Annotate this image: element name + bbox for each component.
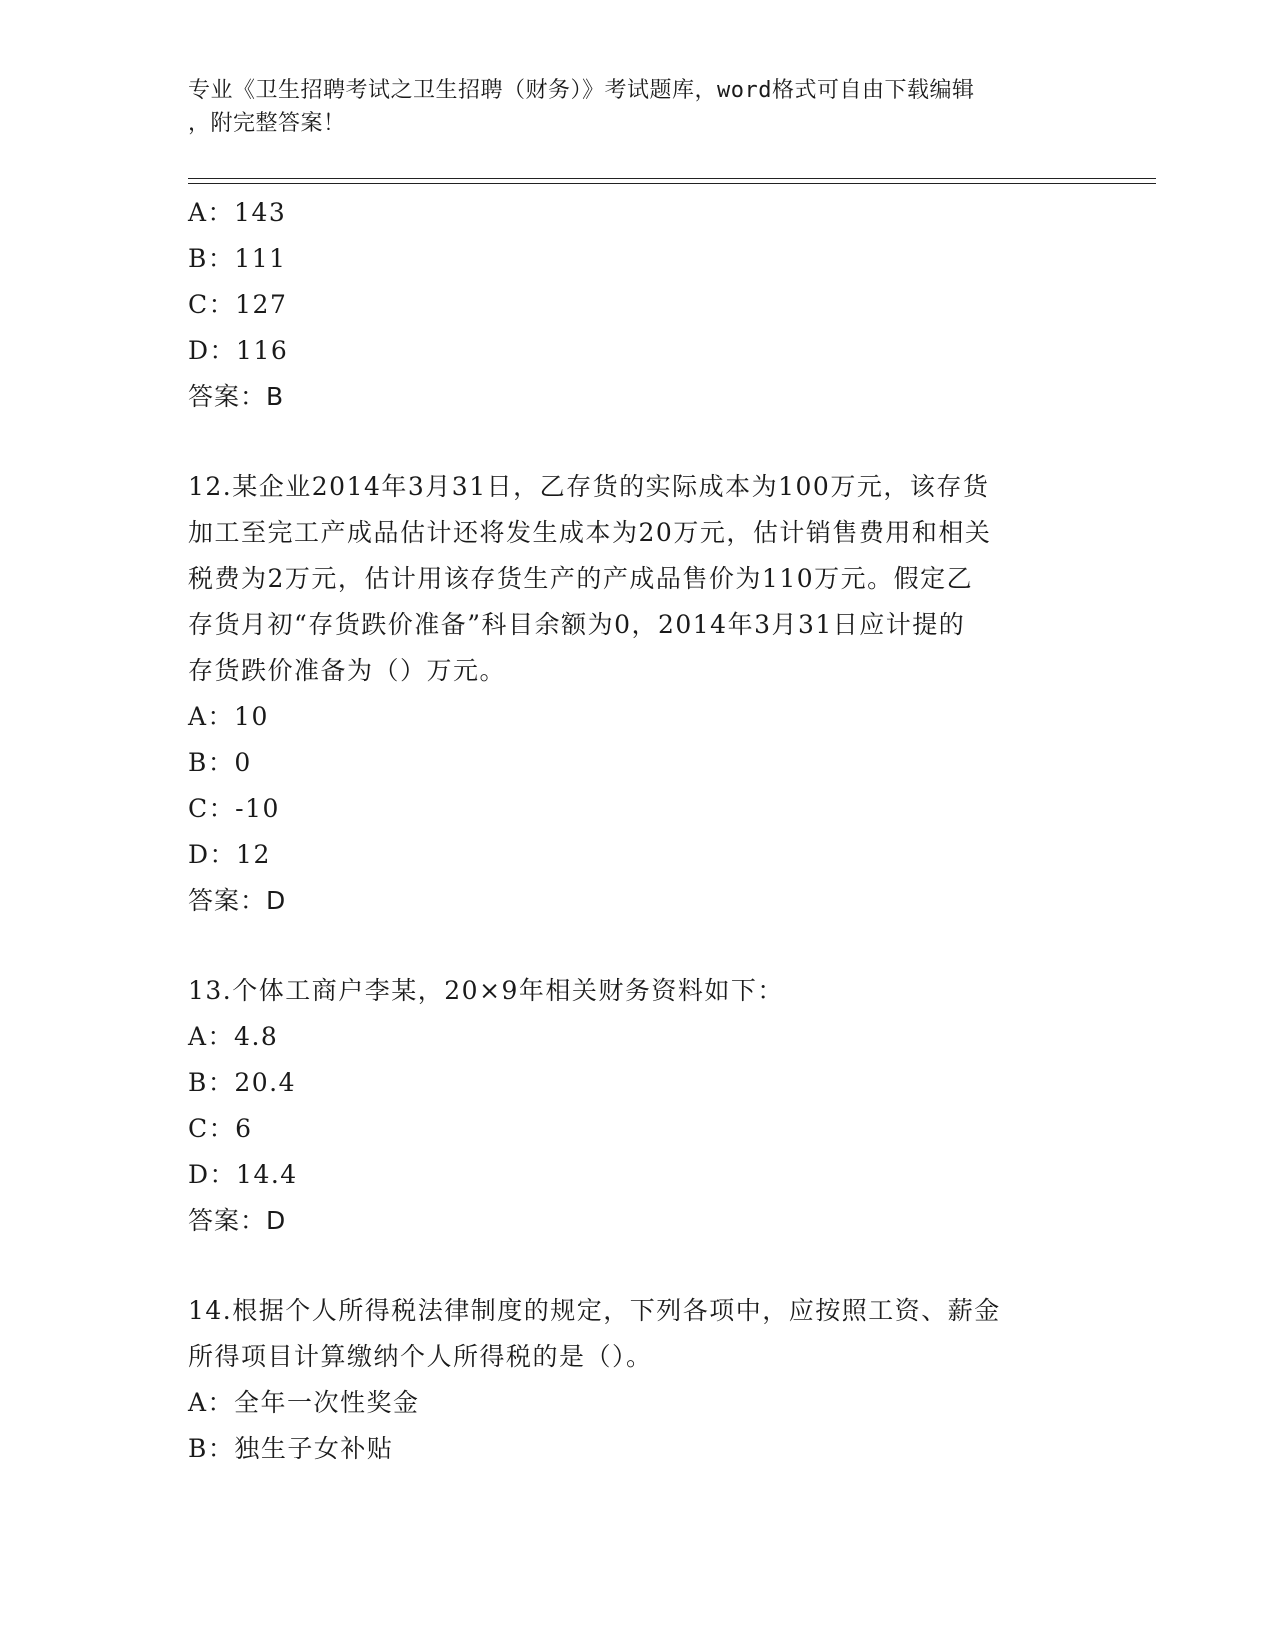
spacer bbox=[188, 1244, 1088, 1288]
header-line-2: ，附完整答案！ bbox=[188, 111, 346, 136]
option-d: D：116 bbox=[188, 336, 289, 365]
question-text-line: 存货月初“存货跌价准备”科目余额为0，2014年3月31日应计提的 bbox=[188, 610, 966, 639]
option-d: D：12 bbox=[188, 840, 271, 869]
question-block-11 bbox=[188, 190, 1088, 420]
option-a: A：10 bbox=[188, 702, 269, 731]
header-divider-top bbox=[188, 178, 1156, 179]
header-line-1: 专业《卫生招聘考试之卫生招聘（财务）》考试题库，word格式可自由下载编辑 bbox=[188, 78, 975, 103]
answer-label: 答案：B bbox=[188, 382, 285, 411]
question-text-line: 12.某企业2014年3月31日，乙存货的实际成本为100万元，该存货 bbox=[188, 472, 990, 501]
header-divider-bottom bbox=[188, 183, 1156, 184]
spacer bbox=[188, 420, 1088, 464]
question-text-line: 存货跌价准备为（）万元。 bbox=[188, 656, 507, 685]
option-c: C：6 bbox=[188, 1114, 253, 1143]
answer-label: 答案：D bbox=[188, 1206, 287, 1235]
question-text-line: 14.根据个人所得税法律制度的规定，下列各项中，应按照工资、薪金 bbox=[188, 1296, 1001, 1325]
option-b: B：0 bbox=[188, 748, 252, 777]
question-text-line: 税费为2万元，估计用该存货生产的产成品售价为110万元。假定乙 bbox=[188, 564, 974, 593]
option-d: D：14.4 bbox=[188, 1160, 298, 1189]
question-text-line: 13.个体工商户李某，20×9年相关财务资料如下： bbox=[188, 976, 784, 1005]
question-text-line: 加工至完工产成品估计还将发生成本为20万元，估计销售费用和相关 bbox=[188, 518, 992, 547]
option-a: A：全年一次性奖金 bbox=[188, 1388, 420, 1417]
option-b: B：111 bbox=[188, 244, 287, 273]
option-a: A：4.8 bbox=[188, 1022, 279, 1051]
question-text-line: 所得项目计算缴纳个人所得税的是（）。 bbox=[188, 1342, 653, 1371]
spacer bbox=[188, 924, 1088, 968]
option-b: B：20.4 bbox=[188, 1068, 297, 1097]
option-c: C：-10 bbox=[188, 794, 280, 823]
question-block-12 bbox=[188, 464, 1088, 924]
document-header bbox=[188, 74, 1088, 140]
question-list bbox=[188, 190, 1088, 1472]
question-block-13 bbox=[188, 968, 1088, 1244]
option-c: C：127 bbox=[188, 290, 288, 319]
answer-label: 答案：D bbox=[188, 886, 287, 915]
option-a: A：143 bbox=[188, 198, 287, 227]
option-b: B：独生子女补贴 bbox=[188, 1434, 394, 1463]
question-block-14 bbox=[188, 1288, 1088, 1472]
